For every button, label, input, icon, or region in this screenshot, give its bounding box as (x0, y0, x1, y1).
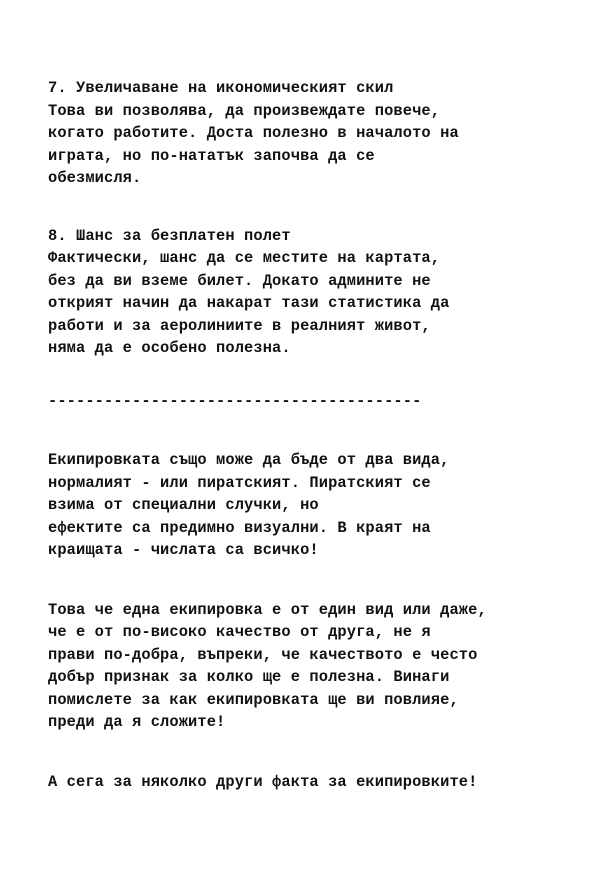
text-line: че е от по-високо качество от друга, не я (48, 623, 431, 641)
text-line: помислете за как екипировката ще ви повлияе, (48, 690, 459, 709)
text-line: играта, но по-нататък започва да се (48, 146, 375, 165)
text-line: няма да е особено полезна. (48, 339, 291, 357)
section-economic-skill (48, 77, 593, 190)
text-line: обезмисля. (48, 169, 142, 187)
text-line: Екипировката също може да бъде от два вида, (48, 451, 450, 469)
document-page (48, 77, 593, 793)
text-line: Това че една екипировка е от един вид или даже, (48, 600, 487, 619)
text-line: Това ви позволява, да произвеждате повече, (48, 101, 441, 120)
text-line: Фактически, шанс да се местите на картата, (48, 249, 441, 267)
text-line: краищата - числата са всичко! (48, 541, 319, 559)
text-line: когато работите. Доста полезно в началото на (48, 124, 459, 142)
section-closing (48, 771, 593, 794)
section-equipment-quality (48, 599, 593, 734)
text-line: работи и за аеролиниите в реалният живот, (48, 316, 431, 335)
text-line: прави по-добра, въпреки, че качеството е често (48, 645, 478, 664)
text-line: без да ви вземе билет. Докато админите не (48, 271, 431, 290)
section-heading: 8. Шанс за безплатен полет (48, 226, 291, 245)
text-line: добър признак за колко ще е полезна. Винаги (48, 668, 450, 686)
dashed-divider: ---------------------------------------- (48, 391, 422, 410)
text-line: взима от специални случки, но (48, 496, 319, 514)
text-line: открият начин да накарат тази статистика да (48, 294, 450, 312)
text-line: преди да я сложите! (48, 713, 226, 731)
section-heading: 7. Увеличаване на икономическият скил (48, 79, 394, 97)
text-line: ефектите са предимно визуални. В краят на (48, 518, 431, 537)
section-equipment-types (48, 449, 593, 562)
text-line: А сега за няколко други факта за екипировките! (48, 772, 478, 791)
section-free-flight (48, 225, 593, 360)
text-line: нормалият - или пиратският. Пиратският се (48, 473, 431, 492)
